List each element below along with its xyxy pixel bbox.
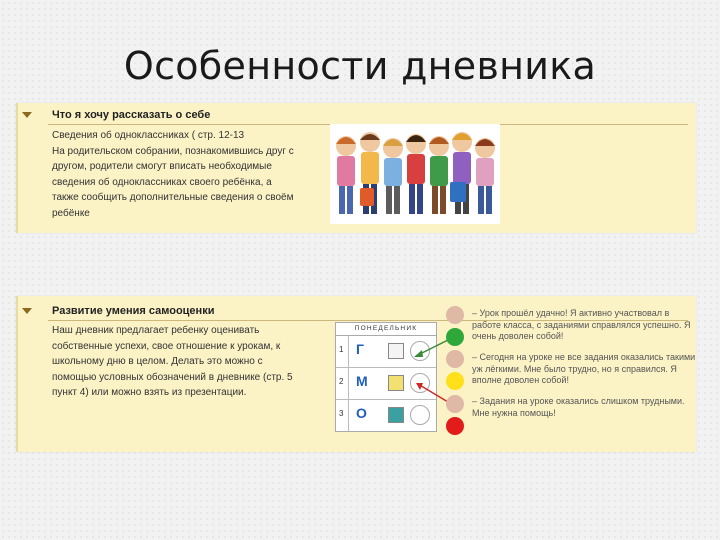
section-heading-about-me[interactable]: Что я хочу рассказать о себе [52,109,211,121]
diary-subject-letter: Г [356,341,364,357]
body-line: другом, родители смогут вписать необходимые [52,161,272,172]
body-line: На родительском собрании, познакомившись друг с [52,145,294,157]
yellow-circle-icon [446,372,464,390]
happy-face-icon [446,306,464,324]
diary-divider [348,368,349,399]
collapse-triangle-icon[interactable] [22,308,32,314]
diary-subject-letter: М [356,373,368,389]
children-group-illustration [330,124,500,224]
green-circle-icon [446,328,464,346]
sad-face-icon [446,395,464,413]
diary-divider [348,336,349,367]
diary-day-header: ПОНЕДЕЛЬНИК [336,323,436,336]
diary-divider [348,400,349,431]
body-line: Сведения об одноклассниках ( стр. 12-13 [52,130,245,141]
body-line: собственные успехи, свое отношение к урокам, к [52,340,281,352]
collapse-triangle-icon[interactable] [22,112,32,118]
diary-subject-letter: О [356,405,367,421]
diary-row-number: 2 [339,377,344,386]
red-circle-icon [446,417,464,435]
body-line: помощью условных обозначений в дневнике (стр. 5 [52,371,293,383]
section-body-self-assessment [52,323,320,401]
body-line: также сообщить дополнительные сведения о своём [52,192,294,203]
section-heading-self-assessment[interactable]: Развитие умения самооценки [52,305,215,317]
diary-row-number: 1 [339,345,344,354]
legend-text-red: – Задания на уроке оказались слишком трудными. Мне нужна помощь! [472,396,685,418]
body-line: ребёнке [52,207,90,219]
legend-text-yellow: – Сегодня на уроке не все задания оказались такими уж лёгкими. Мне было трудно, но я справился. Я вполне доволен собой! [472,352,696,385]
neutral-face-icon [446,350,464,368]
body-line: школьному дню в целом. Делать это можно с [52,356,263,367]
body-line: пункт 4) или можно взять из презентации. [52,387,247,398]
legend-text-green: – Урок прошёл удачно! Я активно участвовал в работе класса, с заданиями справлялся успешно. Я очень доволен собой! [472,308,691,341]
diary-row-number: 3 [339,409,344,418]
body-line: сведения об одноклассниках своего ребёнка, а [52,176,272,188]
section-body-about-me [52,128,320,221]
body-line: Наш дневник предлагает ребенку оценивать [52,325,260,336]
slide-title: Особенности дневника [123,44,597,88]
